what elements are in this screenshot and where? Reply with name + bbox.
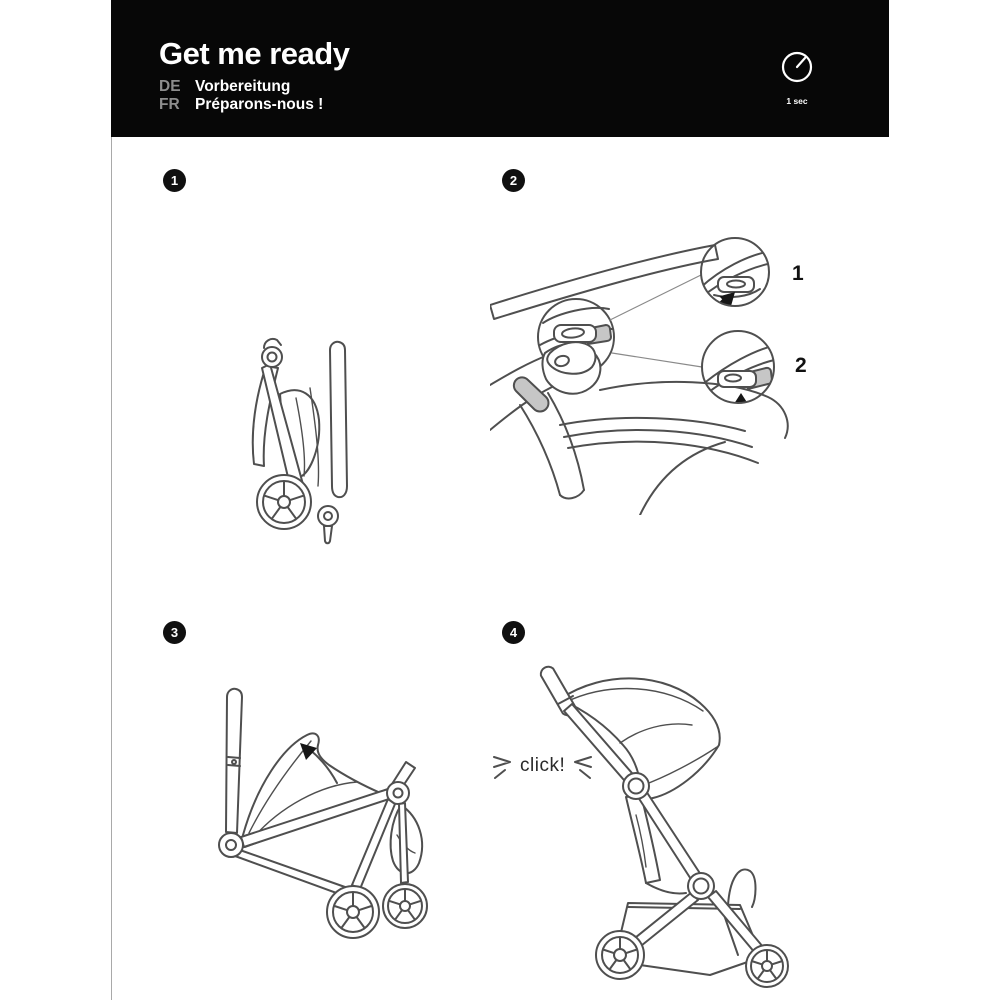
frame-release-button-illustration	[490, 225, 830, 515]
callout-1-label: 1	[792, 262, 804, 285]
step-4-badge: 4	[502, 621, 525, 644]
page-title: Get me ready	[159, 36, 350, 71]
unfolding-stroller-illustration	[205, 685, 445, 945]
lang-label-fr: Préparons-nous !	[195, 96, 324, 113]
slide-arrow-icon	[732, 393, 750, 425]
lang-code-de: DE	[159, 78, 181, 95]
subtitle-de	[159, 78, 349, 96]
opened-stroller-illustration	[470, 655, 810, 995]
clock-icon	[775, 48, 819, 88]
step-3-badge: 3	[163, 621, 186, 644]
emphasis-right-icon	[571, 751, 593, 781]
callout-2-label: 2	[795, 354, 807, 377]
duration-label: 1 sec	[786, 96, 808, 106]
lang-code-fr: FR	[159, 96, 180, 113]
step-1-badge: 1	[163, 169, 186, 192]
lang-label-de: Vorbereitung	[195, 78, 291, 95]
click-annotation	[492, 751, 593, 781]
language-subtitles	[159, 78, 349, 114]
folded-stroller-illustration	[240, 336, 360, 551]
page-edge-line	[111, 0, 112, 1000]
step-2-badge: 2	[502, 169, 525, 192]
header	[111, 0, 889, 137]
emphasis-left-icon	[492, 751, 514, 781]
duration-indicator	[775, 48, 819, 106]
click-text: click!	[520, 755, 566, 776]
subtitle-fr	[159, 96, 349, 114]
